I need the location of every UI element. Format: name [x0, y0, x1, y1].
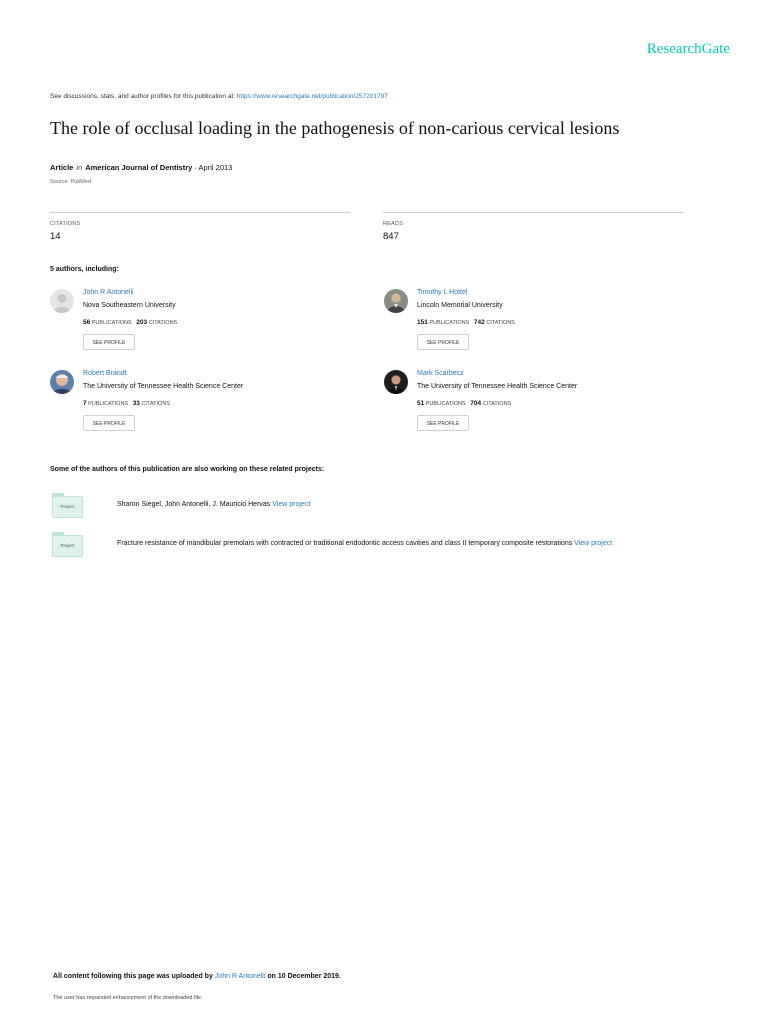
upload-prefix: All content following this page was uploaded by: [53, 973, 215, 980]
see-profile-button[interactable]: SEE PROFILE: [83, 334, 135, 350]
author-institution: The University of Tennessee Health Science Center: [83, 383, 244, 390]
author-citations-label: CITATIONS: [482, 401, 512, 407]
source-label: Source: PubMed: [50, 179, 91, 185]
citations-count: 14: [50, 231, 61, 242]
author-citations-count: 742: [473, 319, 485, 326]
author-photo-icon: [384, 289, 408, 313]
publication-url-link[interactable]: https://www.researchgate.net/publication/257201797: [236, 93, 388, 100]
author-photo-icon: [50, 370, 74, 394]
in-label: in: [76, 163, 83, 172]
reads-count: 847: [383, 231, 399, 242]
project-item: [50, 496, 740, 522]
author-card: [50, 370, 360, 450]
article-type: Article: [50, 163, 74, 172]
project-description: [117, 540, 612, 547]
researchgate-logo[interactable]: ResearchGate: [646, 41, 730, 57]
view-project-link[interactable]: View project: [574, 540, 613, 547]
publications-count: 7: [83, 400, 87, 407]
see-profile-button[interactable]: SEE PROFILE: [83, 415, 135, 431]
author-citations-count: 203: [136, 319, 148, 326]
publications-count: 51: [417, 400, 425, 407]
project-icon-label: Project: [60, 543, 75, 548]
project-description: [117, 501, 310, 508]
reads-divider: [383, 212, 683, 213]
enhancement-note: The user has requested enhancement of the downloaded file.: [53, 995, 203, 1001]
author-citations-label: CITATIONS: [141, 401, 170, 407]
publications-label: PUBLICATIONS: [88, 401, 129, 407]
avatar[interactable]: [50, 289, 74, 313]
see-profile-button[interactable]: SEE PROFILE: [417, 334, 469, 350]
discussion-prefix: See discussions, stats, and author profiles for this publication at:: [50, 93, 237, 100]
view-project-link[interactable]: View project: [272, 501, 311, 508]
journal-name: American Journal of Dentistry: [85, 163, 193, 172]
citations-divider: [50, 212, 350, 213]
uploader-link[interactable]: John R Antonelli: [214, 973, 266, 980]
upload-notice: [53, 973, 341, 980]
author-photo-icon: [384, 370, 408, 394]
author-stats: [417, 400, 511, 407]
default-avatar-icon: [50, 289, 74, 313]
project-text: Sharon Siegel, John Antonelli, J. Mauricio Hervas: [117, 501, 271, 508]
avatar[interactable]: [50, 370, 74, 394]
publication-title: The role of occlusal loading in the pathogenesis of non-carious cervical lesions: [50, 118, 620, 138]
authors-heading: 5 authors, including:: [50, 266, 119, 273]
folder-tab: [52, 532, 64, 536]
citations-label: CITATIONS: [50, 221, 81, 227]
author-stats: [83, 400, 170, 407]
author-card: [384, 289, 694, 369]
author-institution: Lincoln Memorial University: [417, 302, 503, 309]
author-citations-label: CITATIONS: [486, 320, 515, 326]
reads-label: READS: [383, 221, 403, 227]
author-card: [50, 289, 360, 369]
publications-label: PUBLICATIONS: [91, 320, 132, 326]
author-citations-label: CITATIONS: [148, 320, 178, 326]
project-item: [50, 535, 740, 561]
author-name-link[interactable]: Mark Scarbecz: [417, 370, 464, 377]
upload-suffix: on 10 December 2019.: [265, 973, 341, 980]
related-projects-heading: Some of the authors of this publication are also working on these related projects:: [50, 466, 325, 473]
author-stats: [83, 319, 177, 326]
author-institution: Nova Southeastern University: [83, 302, 176, 309]
avatar[interactable]: [384, 289, 408, 313]
project-text: Fracture resistance of mandibular premolars with contracted or traditional endodontic access cavities and class II temporary composite restorations: [117, 540, 573, 547]
author-name-link[interactable]: Timothy L Hottel: [417, 289, 468, 296]
publications-label: PUBLICATIONS: [425, 401, 466, 407]
publications-count: 56: [83, 319, 91, 326]
discussion-line: [50, 93, 388, 100]
publications-label: PUBLICATIONS: [429, 320, 470, 326]
publications-count: 151: [417, 319, 428, 326]
publication-meta: [50, 163, 232, 172]
author-stats: [417, 319, 515, 326]
author-institution: The University of Tennessee Health Science Center: [417, 383, 578, 390]
author-card: [384, 370, 694, 450]
folder-tab: [52, 493, 64, 497]
publication-date: · April 2013: [194, 163, 233, 172]
author-name-link[interactable]: Robert Brandt: [83, 370, 127, 377]
project-icon-label: Project: [60, 504, 75, 509]
project-folder-icon: [52, 535, 83, 557]
avatar[interactable]: [384, 370, 408, 394]
project-folder-icon: [52, 496, 83, 518]
see-profile-button[interactable]: SEE PROFILE: [417, 415, 469, 431]
author-name-link[interactable]: John R Antonelli: [83, 289, 134, 296]
author-citations-count: 704: [470, 400, 482, 407]
author-citations-count: 33: [132, 400, 140, 407]
